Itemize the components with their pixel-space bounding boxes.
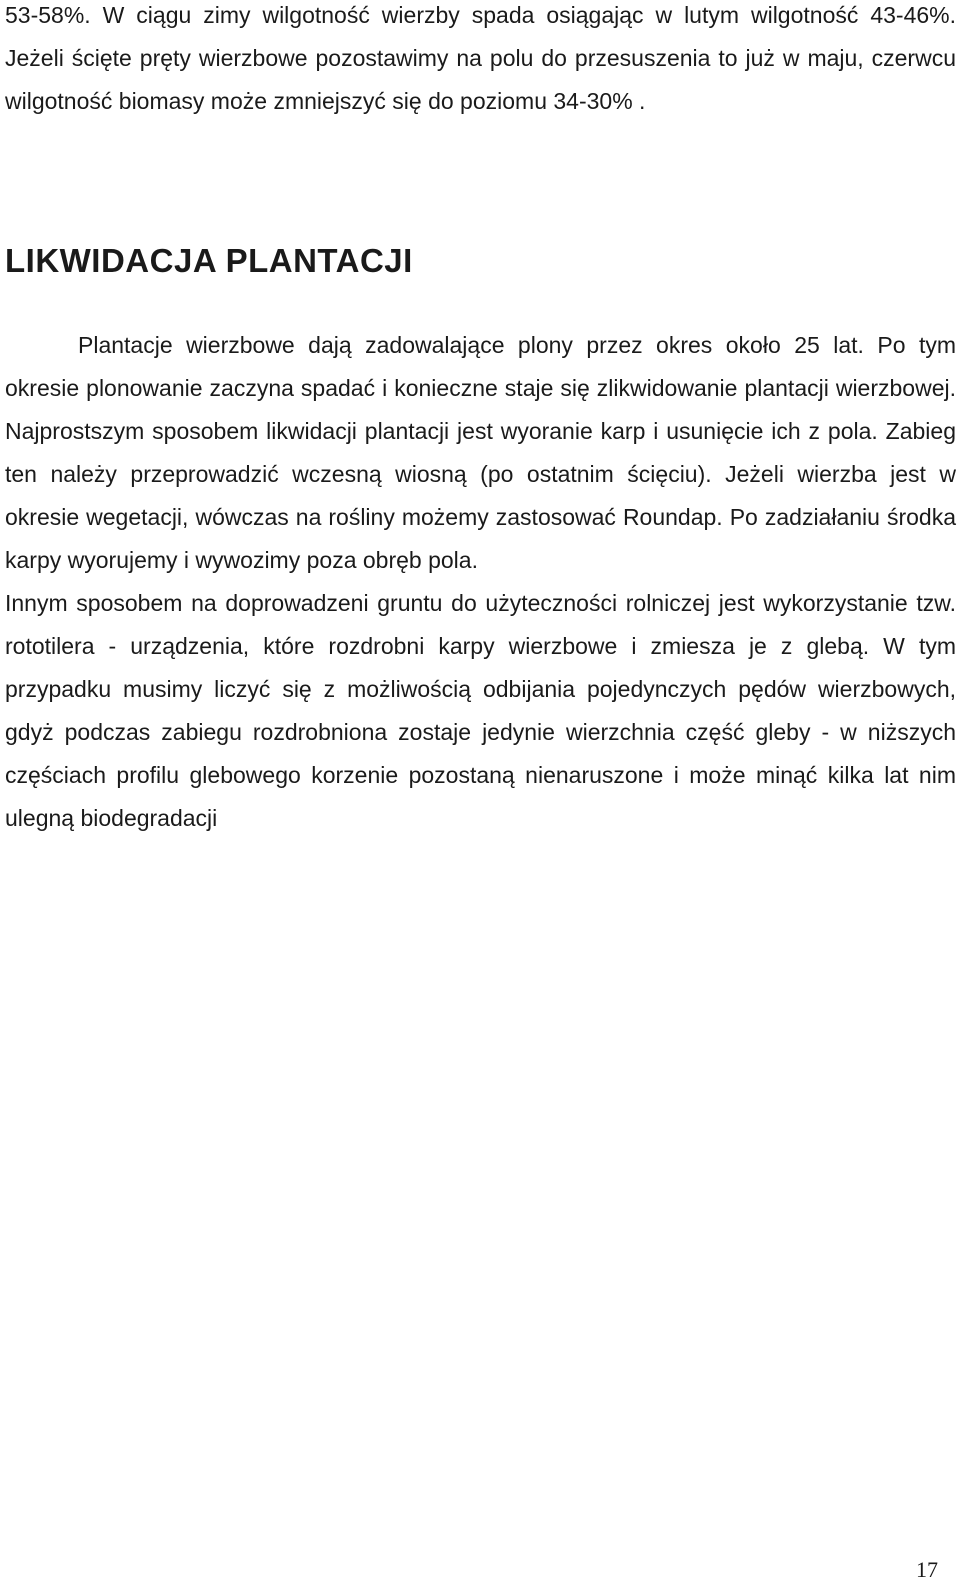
paragraph-1-text: Plantacje wierzbowe dają zadowalające plony przez okres około 25 lat. Po tym okresie plonowanie zaczyna spadać i konieczne staje się zlikwidowanie plantacji wierzbowej. Najprostszym sposobem likwidacji plantacji jest wyoranie karp i usunięcie ich z pola. Zabieg ten należy przeprowadzić wczesną wiosną (po ostatnim ścięciu). Jeżeli wierzba jest w okresie wegetacji, wówczas na rośliny możemy zastosować Roundap. Po zadziałaniu środka karpy wyorujemy i wywozimy poza obręb pola. (5, 332, 956, 573)
paragraph-plantation-liquidation (5, 324, 956, 582)
document-page (5, 0, 956, 840)
paragraph-rototiller: Innym sposobem na doprowadzeni gruntu do użyteczności rolniczej jest wykorzystanie tzw. rototilera - urządzenia, które rozdrobni karpy wierzbowe i zmiesza je z glebą. W tym przypadku musimy liczyć się z możliwością odbijania pojedynczych pędów wierzbowych, gdyż podczas zabiegu rozdrobniona zostaje jedynie wierzchnia część gleby - w niższych częściach profilu glebowego korzenie pozostaną nienaruszone i może minąć kilka lat nim ulegną biodegradacji (5, 590, 956, 831)
section-heading: LIKWIDACJA PLANTACJI (5, 242, 413, 279)
intro-paragraph: 53-58%. W ciągu zimy wilgotność wierzby spada osiągając w lutym wilgotność 43-46%. Jeżeli ścięte pręty wierzbowe pozostawimy na polu do przesuszenia to już w maju, czerwcu wilgotność biomasy może zmniejszyć się do poziomu 34-30% . (5, 2, 956, 114)
page-number: 17 (916, 1557, 938, 1582)
